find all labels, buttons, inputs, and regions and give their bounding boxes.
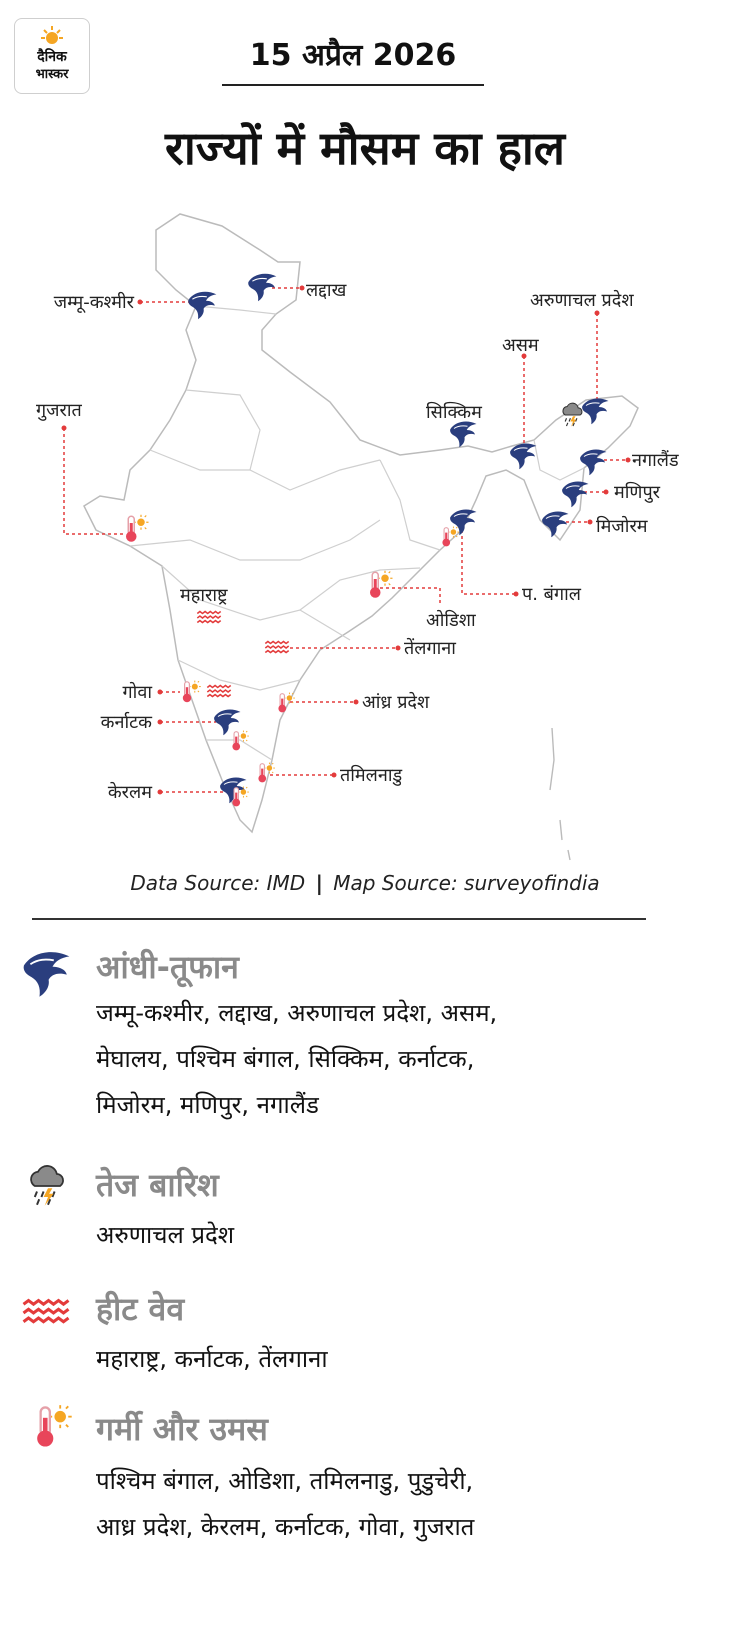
sun-logo-icon <box>39 25 65 49</box>
map-label-telangana: तेंलगाना <box>404 638 456 659</box>
storm-icon <box>450 422 476 448</box>
legend-line: आध्र प्रदेश, केरलम, कर्नाटक, गोवा, गुजरात <box>96 1513 475 1541</box>
logo-line-2: भास्कर <box>35 67 69 82</box>
map-label-gujarat: गुजरात <box>36 400 82 421</box>
legend-line: पश्चिम बंगाल, ओडिशा, तमिलनाडु, पुडुचेरी, <box>96 1467 474 1495</box>
data-source: Data Source: IMD <box>130 871 306 895</box>
page-title: राज्यों में मौसम का हाल <box>165 121 565 175</box>
date-underline <box>222 84 484 86</box>
map-label-arunachal: अरुणाचल प्रदेश <box>530 290 634 311</box>
legend-line: अरुणाचल प्रदेश <box>96 1221 235 1249</box>
legend-text <box>96 990 696 1128</box>
source-separator: | <box>315 871 323 895</box>
map-label-odisha: ओडिशा <box>426 610 476 631</box>
islands <box>550 728 570 860</box>
hot-humid-icon <box>28 1404 74 1450</box>
legend-line: जम्मू-कश्मीर, लद्दाख, अरुणाचल प्रदेश, असम, <box>96 999 498 1027</box>
map-label-ladakh: लद्दाख <box>306 280 347 301</box>
map-label-maharashtra: महाराष्ट्र <box>180 585 228 606</box>
legend-line: महाराष्ट्र, कर्नाटक, तेंलगाना <box>96 1345 328 1373</box>
legend-text <box>96 1336 696 1382</box>
legend-title: आंधी-तूफान <box>96 948 239 986</box>
map-label-kerala: केरलम <box>107 782 152 803</box>
logo-line-1: दैनिक <box>37 49 67 65</box>
legend-title: हीट वेव <box>96 1290 185 1328</box>
heat-wave-icon <box>197 612 220 623</box>
map-label-sikkim: सिक्किम <box>426 402 482 423</box>
map-label-ap: आंध्र प्रदेश <box>362 692 430 713</box>
map-label-goa: गोवा <box>122 682 152 703</box>
map-label-wb: प. बंगाल <box>522 584 581 605</box>
legend-text <box>96 1212 696 1258</box>
page-date: 15 अप्रैल 2026 <box>249 38 457 73</box>
section-divider <box>32 918 646 920</box>
legend-title: गर्मी और उमस <box>96 1410 268 1448</box>
legend-line: मिजोरम, मणिपुर, नगालैंड <box>96 1091 319 1119</box>
map-label-karnataka: कर्नाटक <box>100 712 152 733</box>
heat-wave-icon <box>207 686 230 697</box>
map-label-nagaland: नगालैंड <box>632 450 679 471</box>
india-weather-map <box>0 200 730 865</box>
map-source: Map Source: surveyofindia <box>333 871 600 895</box>
heat-wave-icon <box>265 642 288 653</box>
map-label-manipur: मणिपुर <box>614 482 661 503</box>
storm-icon <box>20 946 72 998</box>
legend-title: तेज बारिश <box>96 1166 219 1204</box>
map-label-jk: जम्मू-कश्मीर <box>53 292 134 313</box>
heavy-rain-icon <box>26 1164 70 1208</box>
source-credit <box>0 870 730 896</box>
heat-wave-icon <box>20 1298 72 1328</box>
map-label-assam: असम <box>502 335 539 356</box>
legend-line: मेघालय, पश्चिम बंगाल, सिक्किम, कर्नाटक, <box>96 1045 475 1073</box>
map-label-tamilnadu: तमिलनाडु <box>340 765 403 786</box>
legend-text <box>96 1458 696 1550</box>
brand-logo <box>14 18 90 94</box>
map-label-mizoram: मिजोरम <box>596 516 648 537</box>
